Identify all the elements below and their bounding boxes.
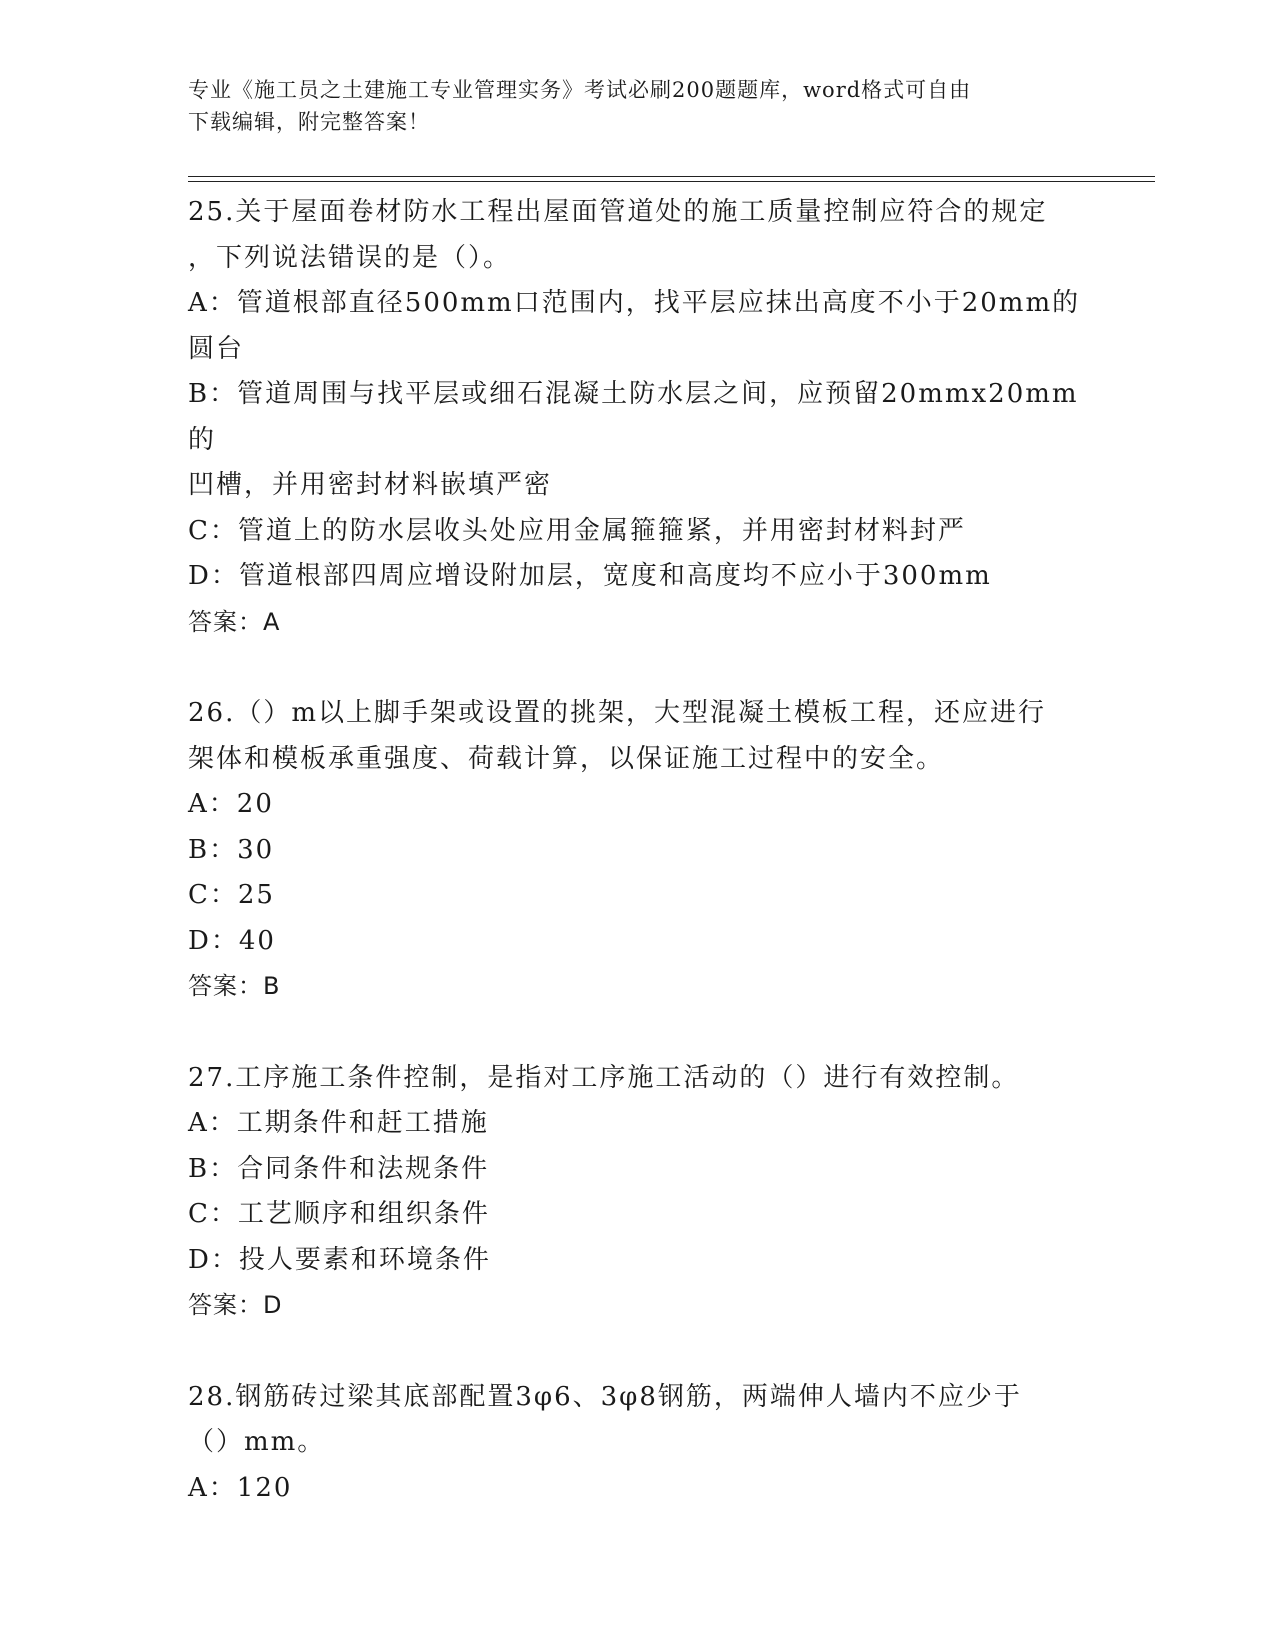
option-line: 凹槽，并用密封材料嵌填严密 bbox=[188, 470, 553, 500]
header-line-1: 专业《施工员之土建施工专业管理实务》考试必刷200题题库，word格式可自由 bbox=[188, 78, 972, 102]
option-line: C：工艺顺序和组织条件 bbox=[188, 1199, 490, 1229]
question-26 bbox=[188, 691, 1088, 1010]
option-line: C：管道上的防水层收头处应用金属箍箍紧，并用密封材料封严 bbox=[188, 515, 966, 546]
question-stem-line: 26.（）m以上脚手架或设置的挑架，大型混凝土模板工程，还应进行 bbox=[188, 698, 1047, 728]
question-stem-line: 27.工序施工条件控制，是指对工序施工活动的（）进行有效控制。 bbox=[188, 1062, 1020, 1093]
question-stem-line: 28.钢筋砖过梁其底部配置3φ6、3φ8钢筋，两端伸人墙内不应少于 bbox=[188, 1381, 1022, 1412]
question-stem-line: 架体和模板承重强度、荷载计算，以保证施工过程中的安全。 bbox=[188, 743, 945, 774]
header-divider-top bbox=[188, 176, 1155, 177]
question-stem-line: ，下列说法错误的是（）。 bbox=[188, 242, 512, 273]
document-header bbox=[188, 74, 1068, 138]
option-line: A：管道根部直径500mm口范围内，找平层应抹出高度不小于20mm的 bbox=[188, 288, 1081, 318]
answer-line: 答案：A bbox=[188, 607, 281, 636]
option-line: B：管道周围与找平层或细石混凝土防水层之间，应预留20mmx20mm的 bbox=[188, 379, 1079, 455]
option-line: D：40 bbox=[188, 925, 276, 956]
option-line: A：120 bbox=[188, 1472, 293, 1503]
question-28 bbox=[188, 1375, 1088, 1512]
header-line-2: 下载编辑，附完整答案！ bbox=[188, 110, 430, 134]
option-line: B：合同条件和法规条件 bbox=[188, 1153, 490, 1184]
question-stem-line: 25.关于屋面卷材防水工程出屋面管道处的施工质量控制应符合的规定 bbox=[188, 197, 1048, 227]
option-line: B：30 bbox=[188, 834, 275, 865]
question-stem-line: （）mm。 bbox=[188, 1427, 326, 1457]
option-line: D：投人要素和环境条件 bbox=[188, 1244, 491, 1275]
question-27 bbox=[188, 1056, 1088, 1329]
answer-line: 答案：D bbox=[188, 1291, 283, 1319]
option-line: 圆台 bbox=[188, 333, 245, 364]
option-line: D：管道根部四周应增设附加层，宽度和高度均不应小于300mm bbox=[188, 561, 992, 591]
question-25 bbox=[188, 190, 1088, 645]
header-divider-bottom bbox=[188, 181, 1155, 182]
answer-line: 答案：B bbox=[188, 972, 281, 1000]
option-line: A：工期条件和赶工措施 bbox=[188, 1108, 489, 1138]
option-line: C：25 bbox=[188, 880, 275, 910]
option-line: A：20 bbox=[188, 789, 274, 819]
question-list bbox=[188, 190, 1088, 1557]
